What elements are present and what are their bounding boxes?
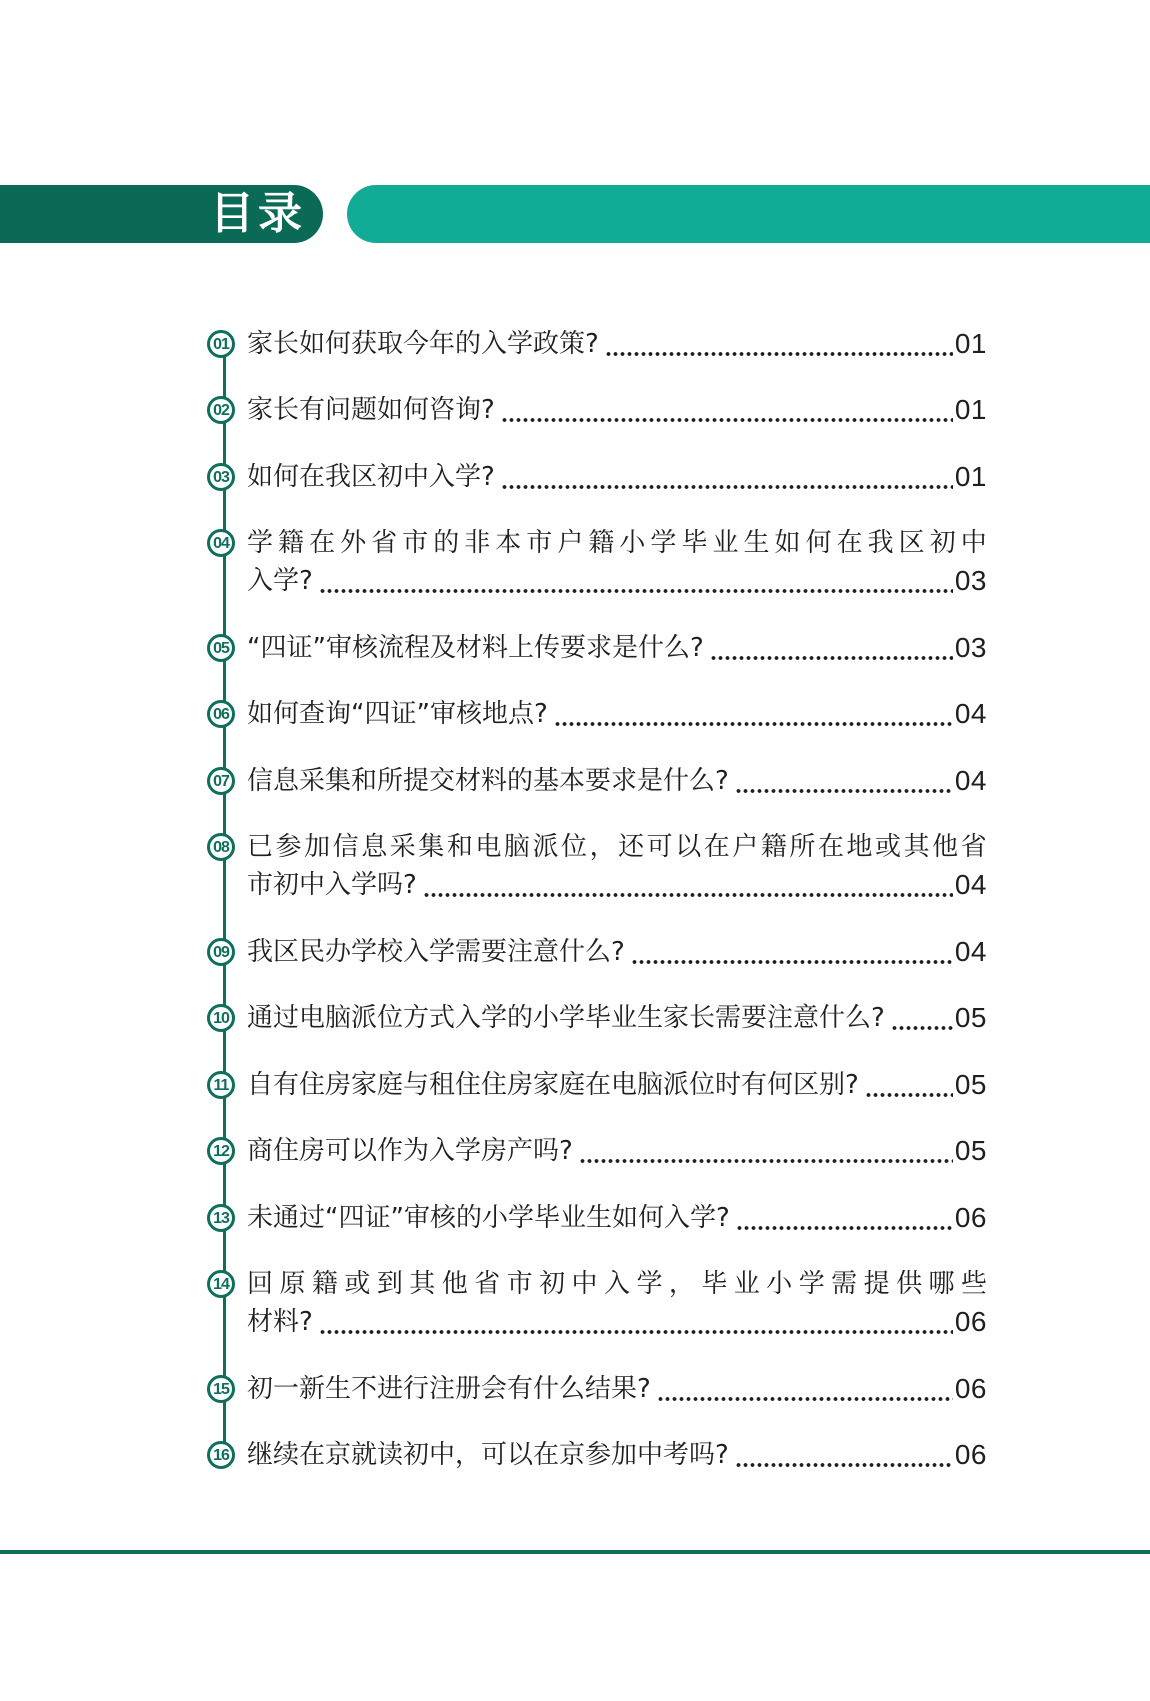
leader-dots [865,1066,953,1104]
entry-number-badge: 13 [207,1204,235,1232]
entry-number-badge: 08 [207,833,235,861]
entry-title: 入学? [247,566,313,596]
leader-dots [319,562,953,600]
footer-divider [0,1550,1150,1554]
entry-page-number: 04 [954,869,987,900]
entry-number-badge: 01 [207,330,235,358]
entry-number-badge: 07 [207,767,235,795]
leader-dots [501,391,953,429]
entry-number-badge: 10 [207,1004,235,1032]
entry-title: 家长有问题如何咨询? [247,395,495,425]
entry-title-line: 回 原 籍 或 到 其 他 省 市 初 中 入 学 ， 毕 业 小 学 需 提 供 哪 些 [247,1269,987,1299]
leader-dots [891,999,953,1037]
leader-dots [605,325,953,363]
entry-number-badge: 14 [207,1270,235,1298]
leader-dots [710,629,953,667]
entry-number-badge: 02 [207,396,235,424]
leader-dots [735,762,953,800]
entry-title: 未通过“四证”审核的小学毕业生如何入学? [247,1203,730,1233]
leader-dots [657,1370,953,1408]
entry-title: 如何查询“四证”审核地点? [247,699,548,729]
entry-page-number: 04 [954,765,987,796]
entry-page-number: 01 [954,394,987,425]
entry-page-number: 06 [954,1373,987,1404]
entry-page-number: 05 [954,1135,987,1166]
entry-page-number: 03 [954,565,987,596]
entry-title: 如何在我区初中入学? [247,462,495,492]
leader-dots [736,1199,953,1237]
entry-number-badge: 16 [207,1441,235,1469]
entry-number-badge: 05 [207,634,235,662]
entry-number-badge: 12 [207,1137,235,1165]
entry-page-number: 06 [954,1306,987,1337]
entry-title: 信息采集和所提交材料的基本要求是什么? [247,766,729,796]
leader-dots [423,866,953,904]
decorative-banner [347,185,1150,243]
entry-number-badge: 09 [207,938,235,966]
entry-number-badge: 11 [207,1071,235,1099]
entry-page-number: 01 [954,328,987,359]
leader-dots [319,1303,953,1341]
leader-dots [554,695,953,733]
entry-title-line: 学 籍 在 外 省 市 的 非 本 市 户 籍 小 学 毕 业 生 如 何 在 我 区 初 中 [247,528,987,558]
entry-page-number: 01 [954,461,987,492]
leader-dots [501,458,953,496]
entry-number-badge: 15 [207,1375,235,1403]
entry-page-number: 06 [954,1202,987,1233]
entry-page-number: 03 [954,632,987,663]
page-title: 目录 [210,188,306,239]
entry-page-number: 05 [954,1069,987,1100]
entry-title: 初一新生不进行注册会有什么结果? [247,1374,651,1404]
entry-title: 市初中入学吗? [247,870,417,900]
leader-dots [735,1436,953,1474]
entry-title-line: 已 参 加 信 息 采 集 和 电 脑 派 位 ， 还 可 以 在 户 籍 所 在 地 或 其 他 省 [247,832,987,862]
entry-page-number: 04 [954,936,987,967]
entry-number-badge: 06 [207,700,235,728]
leader-dots [631,933,953,971]
entry-page-number: 05 [954,1002,987,1033]
entry-number-badge: 03 [207,463,235,491]
entry-title: 通过电脑派位方式入学的小学毕业生家长需要注意什么? [247,1003,885,1033]
entry-title: 继续在京就读初中，可以在京参加中考吗? [247,1440,729,1470]
entry-page-number: 04 [954,698,987,729]
entry-title: 材料? [247,1307,313,1337]
entry-title: 商住房可以作为入学房产吗? [247,1136,573,1166]
entry-number-badge: 04 [207,529,235,557]
entry-page-number: 06 [954,1439,987,1470]
leader-dots [579,1132,953,1170]
entry-title: 家长如何获取今年的入学政策? [247,329,599,359]
entry-title: “四证”审核流程及材料上传要求是什么? [247,633,704,663]
entry-title: 我区民办学校入学需要注意什么? [247,937,625,967]
entry-title: 自有住房家庭与租住住房家庭在电脑派位时有何区别? [247,1070,859,1100]
